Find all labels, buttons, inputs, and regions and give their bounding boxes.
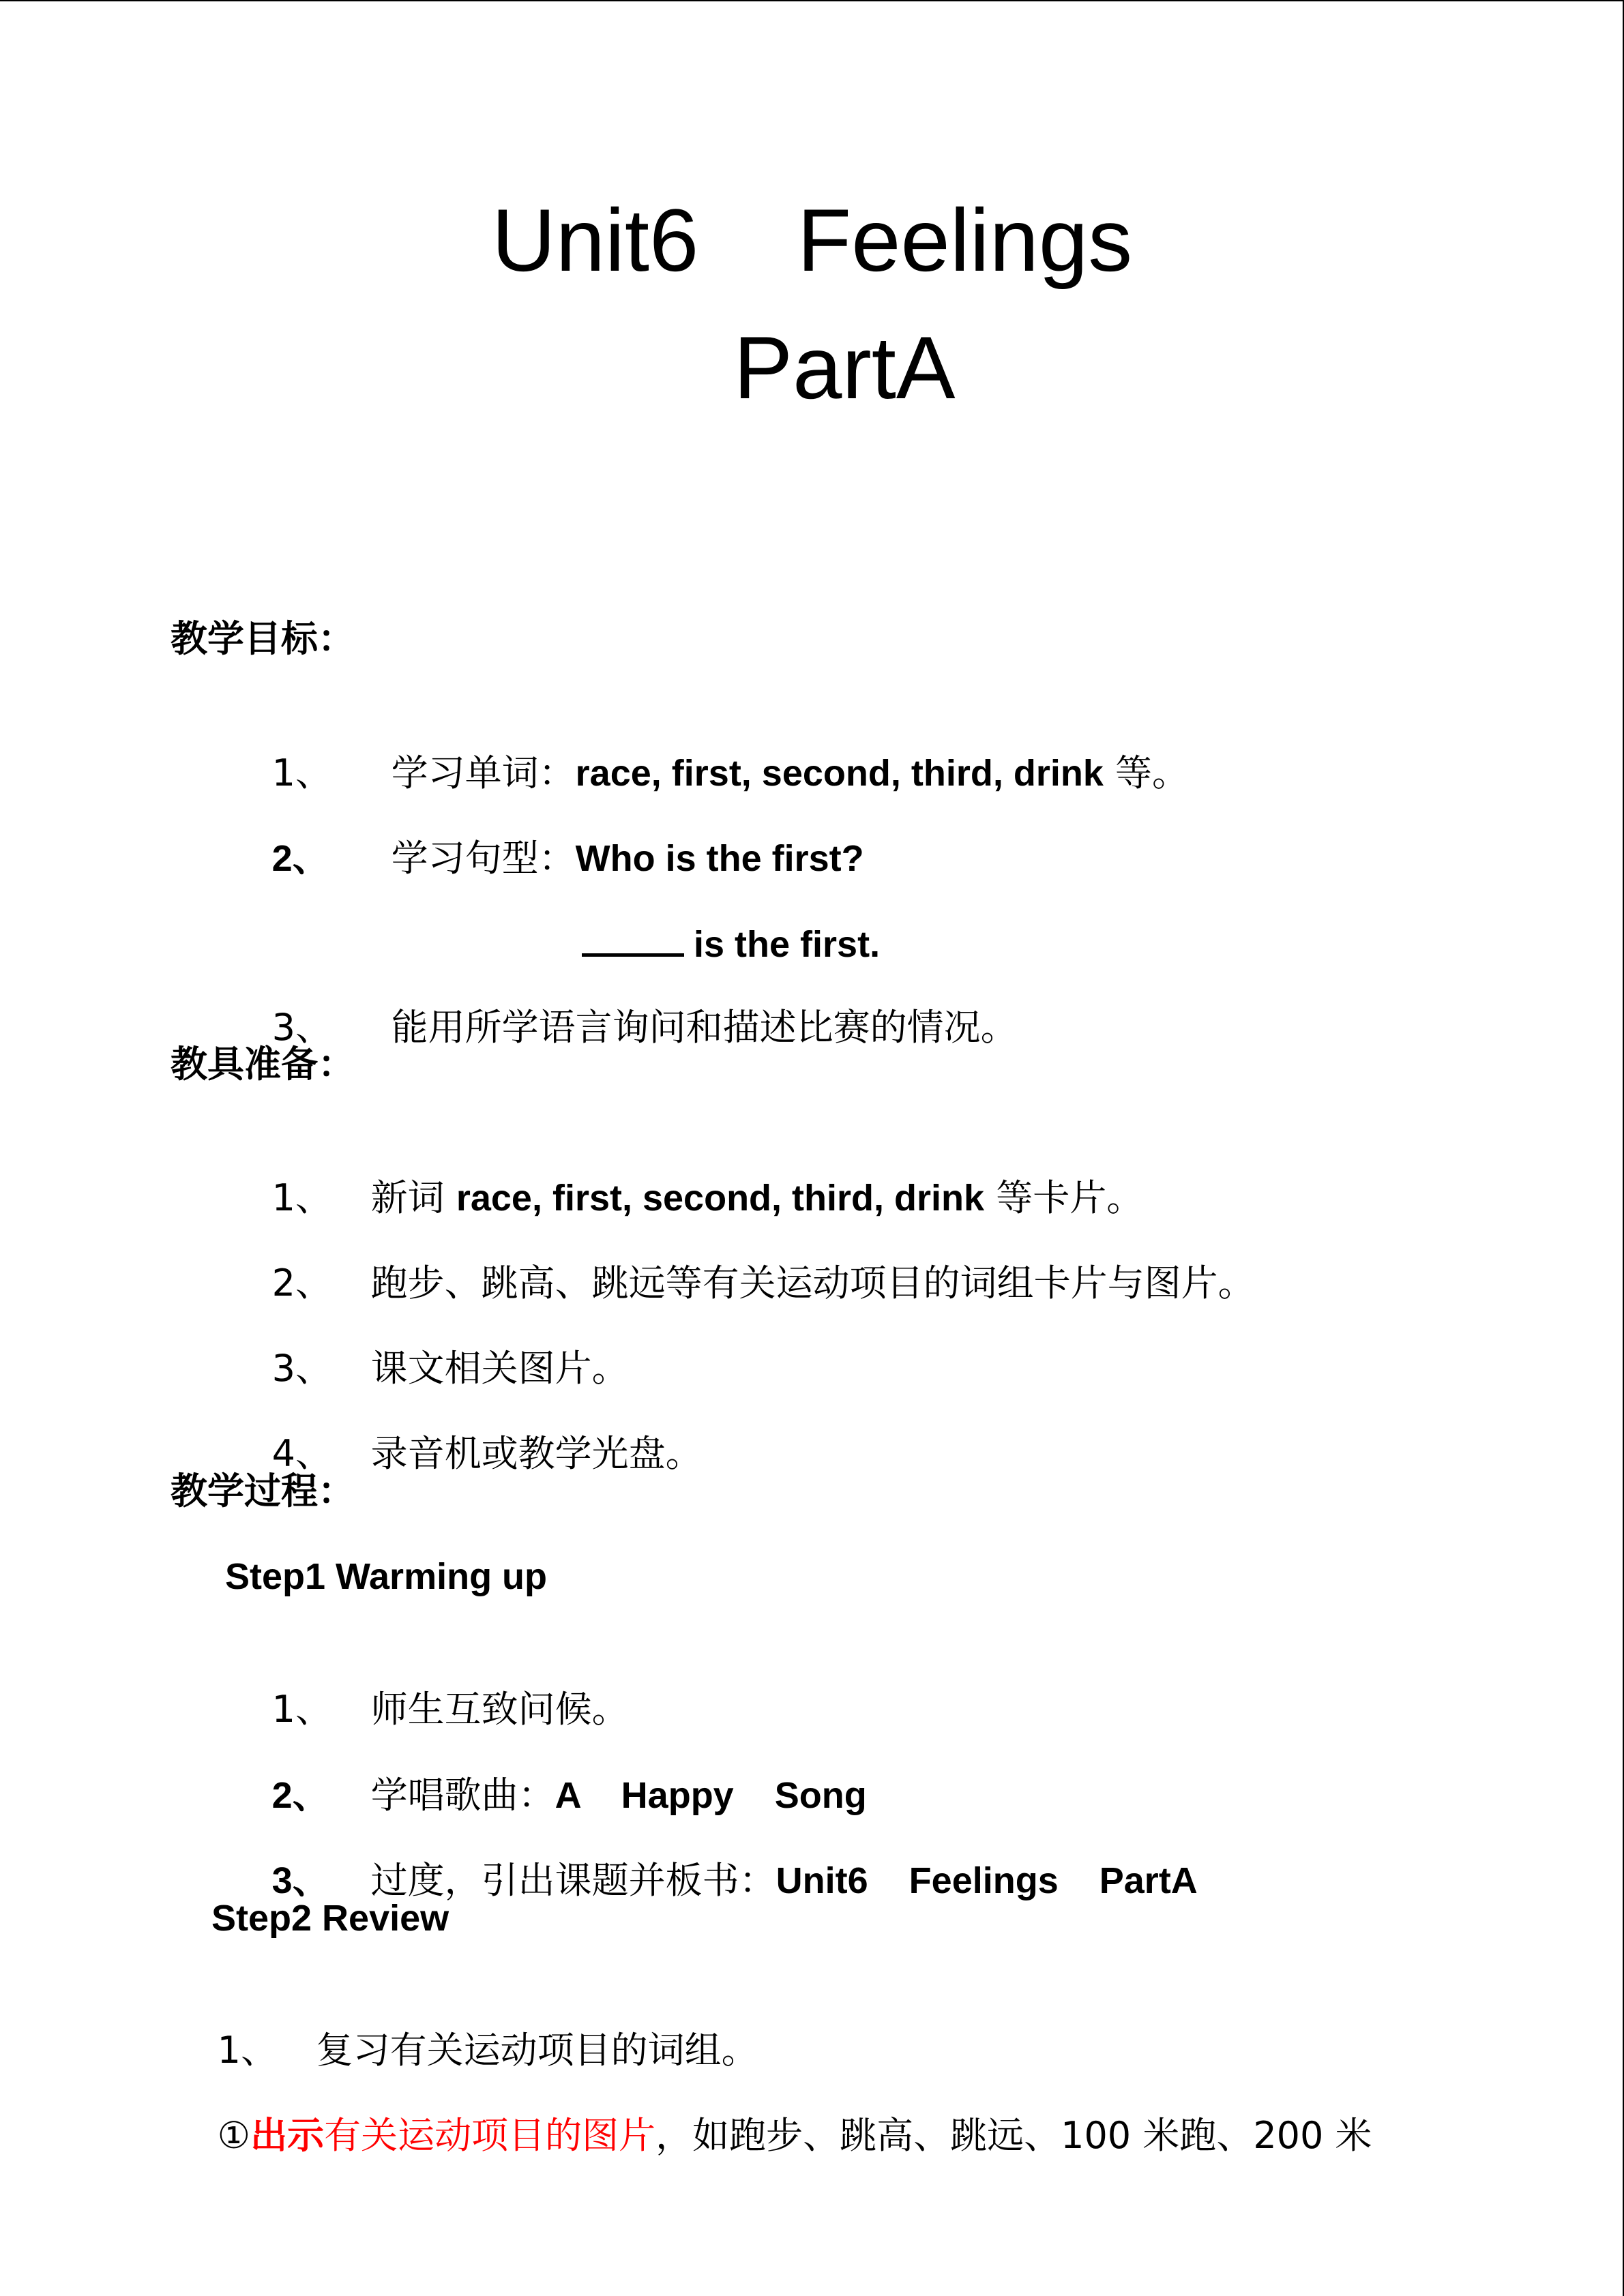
item-number: 2、 [271, 1262, 333, 1304]
item-english: race, first, second, third, drink [456, 1178, 985, 1219]
item-text: 学习句型： [391, 837, 576, 880]
item-english: Who is the first? [575, 838, 864, 879]
item-english: race, first, second, third, drink [575, 753, 1104, 794]
item-text: 学唱歌曲： [370, 1774, 555, 1817]
item-english: is the first. [694, 924, 881, 965]
step2-title: Step2 Review [211, 1898, 449, 1939]
item-number: 1、 [271, 1688, 333, 1731]
circled-number: ① [217, 2114, 251, 2157]
item-text: 复习有关运动项目的词组。 [316, 2029, 758, 2072]
item-number: 4、 [271, 1432, 333, 1475]
item-text: 课文相关图片。 [370, 1347, 629, 1390]
item-suffix: 等。 [1103, 751, 1190, 794]
step2-note [171, 2064, 1372, 2207]
item-text: 跑步、跳高、跳远等有关运动项目的词组卡片与图片。 [370, 1262, 1255, 1304]
item-text: 新词 [370, 1176, 456, 1219]
item-text: 学习单词： [391, 751, 576, 794]
note-text: ，如跑步、跳高、跳远、100 米跑、200 米 [655, 2114, 1372, 2157]
item-text: 过度，引出课题并板书： [370, 1859, 776, 1902]
item-text: 能用所学语言询问和描述比赛的情况。 [391, 1006, 1018, 1049]
step1-title: Step1 Warming up [225, 1556, 548, 1597]
lesson-title: Unit6 Feelings PartA [776, 1860, 1198, 1901]
item-number: 3、 [271, 1006, 333, 1049]
highlight-text: 出示 [250, 2114, 325, 2157]
process-heading: 教学过程： [171, 1470, 355, 1512]
item-number: 1、 [217, 2029, 278, 2072]
document-title-line2: PartA [733, 318, 956, 417]
item-number: 2、 [271, 1775, 329, 1816]
fill-in-blank [582, 919, 684, 957]
item-number: 1、 [271, 751, 333, 794]
song-title: A Happy Song [555, 1775, 867, 1816]
item-text: 录音机或教学光盘。 [370, 1432, 703, 1475]
item-number: 3、 [271, 1347, 333, 1390]
item-suffix: 等卡片。 [984, 1176, 1144, 1219]
objectives-heading: 教学目标： [171, 617, 355, 660]
document-title-line1: Unit6 Feelings [491, 190, 1133, 290]
item-number: 1、 [271, 1176, 333, 1219]
materials-heading: 教具准备： [171, 1043, 355, 1086]
item-number: 3、 [271, 1860, 329, 1901]
item-number: 2、 [271, 838, 329, 879]
item-text: 师生互致问候。 [370, 1688, 629, 1731]
highlight-text: 有关运动项目的图片 [324, 2114, 656, 2157]
